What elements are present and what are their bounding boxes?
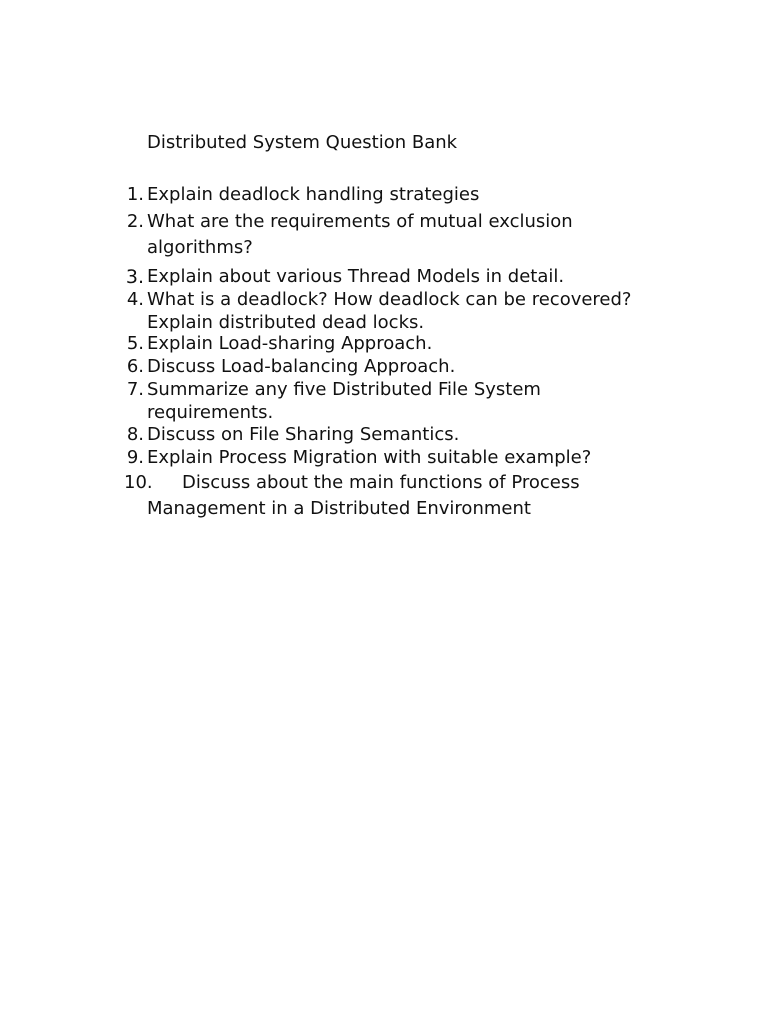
question-line: algorithms? — [147, 237, 253, 258]
question-number: 7. — [126, 379, 144, 400]
question-line: Explain about various Thread Models in detail. — [147, 266, 565, 287]
question-text — [147, 378, 541, 424]
question-number: 3. — [125, 266, 144, 288]
document-title: Distributed System Question Bank — [147, 132, 458, 153]
question-number: 1. — [126, 184, 144, 205]
question-number: 2. — [126, 211, 144, 232]
question-line: Summarize any five Distributed File System — [147, 379, 541, 400]
question-text — [147, 332, 432, 355]
question-line: Explain deadlock handling strategies — [147, 184, 480, 205]
question-line: Explain Load-sharing Approach. — [147, 333, 433, 354]
question-text — [147, 265, 564, 289]
question-text — [147, 183, 479, 207]
question-number: 4. — [126, 289, 144, 310]
question-line: Explain distributed dead locks. — [147, 312, 425, 333]
question-text — [147, 423, 459, 446]
question-text — [147, 470, 580, 522]
question-text — [147, 209, 573, 261]
question-number: 6. — [126, 356, 144, 377]
question-line: What is a deadlock? How deadlock can be recovered? — [147, 289, 632, 310]
question-number: 8. — [126, 424, 144, 445]
question-line: Discuss Load-balancing Approach. — [147, 356, 456, 377]
question-line: Discuss on File Sharing Semantics. — [147, 424, 460, 445]
question-line: Discuss about the main functions of Process — [182, 472, 580, 493]
question-line: requirements. — [147, 402, 274, 423]
question-number: 9. — [126, 447, 144, 468]
question-text — [147, 355, 455, 378]
question-line: What are the requirements of mutual exclusion — [147, 211, 573, 232]
question-text — [147, 446, 591, 469]
question-number: 10. — [124, 472, 153, 493]
question-line: Management in a Distributed Environment — [147, 498, 531, 519]
question-line: Explain Process Migration with suitable example? — [147, 447, 592, 468]
question-text — [147, 288, 632, 334]
question-number: 5. — [126, 333, 144, 354]
